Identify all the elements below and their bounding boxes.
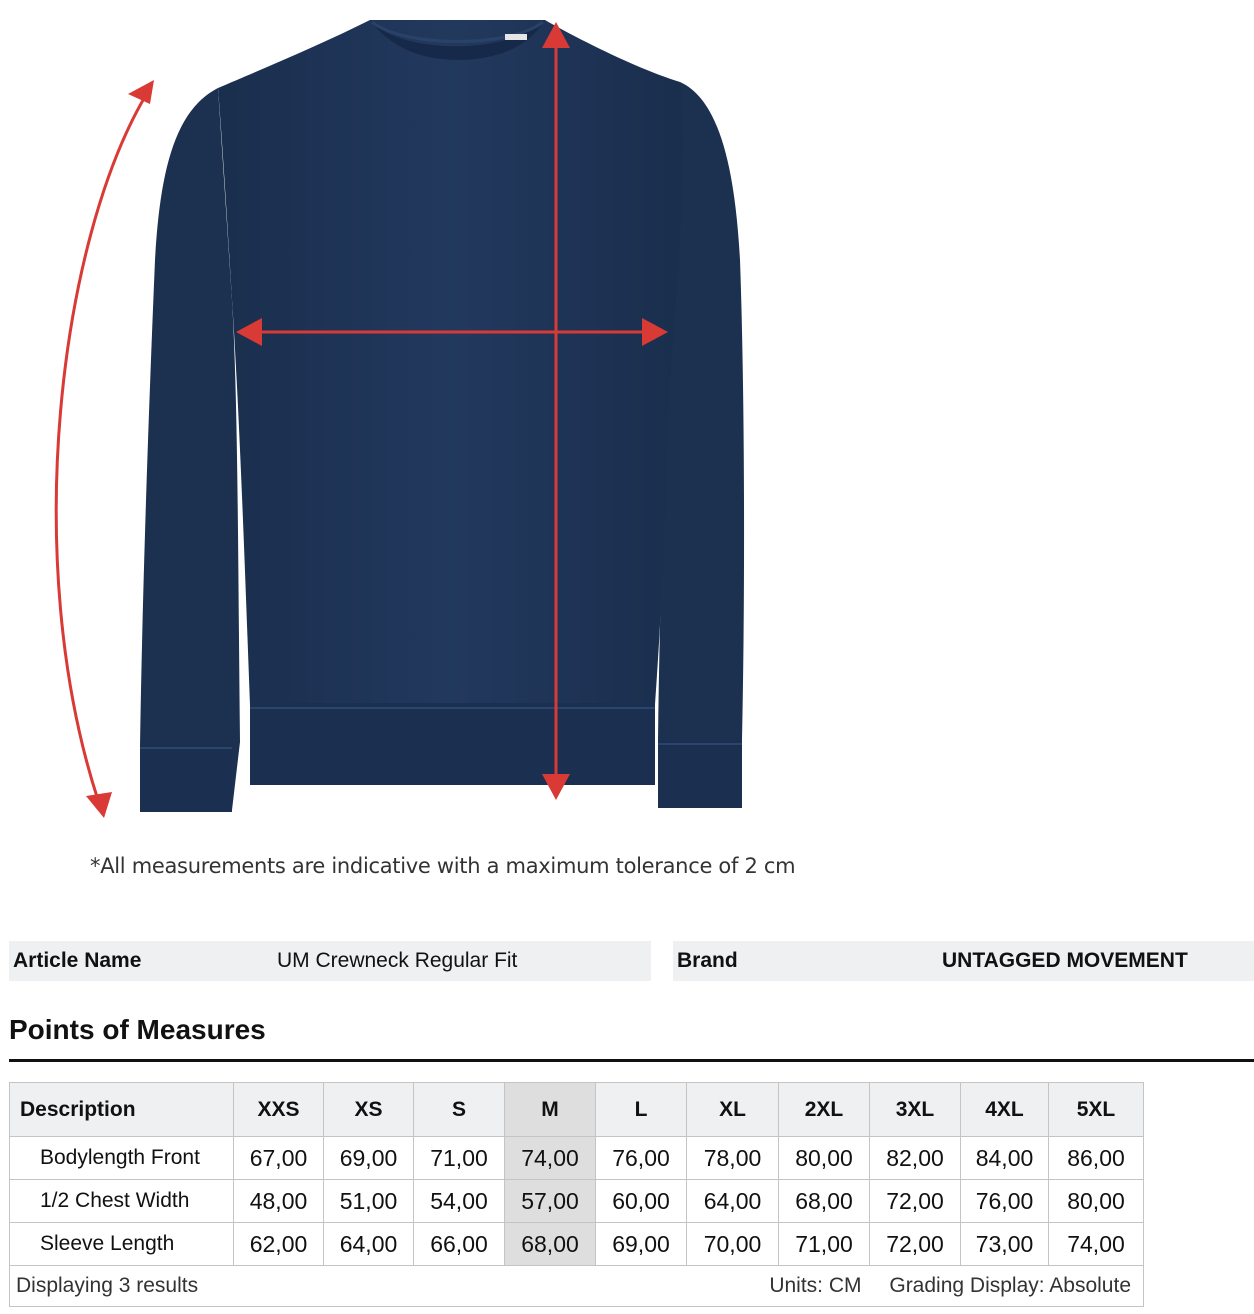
sweatshirt-illustration: [140, 20, 744, 812]
article-name-label: Article Name: [13, 949, 142, 972]
table-cell: 62,00: [234, 1223, 324, 1266]
column-header-size[interactable]: L: [596, 1083, 687, 1137]
table-row: [10, 1180, 1144, 1223]
table-cell: 82,00: [870, 1137, 961, 1180]
table-cell-highlighted: 57,00: [505, 1180, 596, 1223]
column-header-size[interactable]: 4XL: [961, 1083, 1049, 1137]
table-cell: 71,00: [779, 1223, 870, 1266]
table-cell: 76,00: [596, 1137, 687, 1180]
article-name-value: UM Crewneck Regular Fit: [277, 949, 518, 972]
column-header-size[interactable]: S: [414, 1083, 505, 1137]
brand-info: [673, 941, 1254, 981]
table-cell: 51,00: [324, 1180, 414, 1223]
article-info: [9, 941, 651, 981]
brand-label: Brand: [677, 949, 738, 972]
table-cell: 71,00: [414, 1137, 505, 1180]
section-divider: [9, 1059, 1254, 1062]
column-header-size[interactable]: XS: [324, 1083, 414, 1137]
table-cell: 80,00: [1049, 1180, 1144, 1223]
grading-display-label: Grading Display: Absolute: [889, 1274, 1131, 1297]
table-cell: 67,00: [234, 1137, 324, 1180]
table-cell: 70,00: [687, 1223, 779, 1266]
table-cell: 76,00: [961, 1180, 1049, 1223]
table-cell: 66,00: [414, 1223, 505, 1266]
table-cell: 84,00: [961, 1137, 1049, 1180]
table-cell: 72,00: [870, 1223, 961, 1266]
table-cell: 48,00: [234, 1180, 324, 1223]
row-label: 1/2 Chest Width: [10, 1180, 234, 1223]
table-cell-highlighted: 68,00: [505, 1223, 596, 1266]
table-cell: 68,00: [779, 1180, 870, 1223]
column-header-size[interactable]: XXS: [234, 1083, 324, 1137]
table-cell: 73,00: [961, 1223, 1049, 1266]
column-header-size[interactable]: 5XL: [1049, 1083, 1144, 1137]
measurements-table: [9, 1082, 1144, 1307]
results-count: Displaying 3 results: [16, 1274, 199, 1297]
table-header-row: [10, 1083, 1144, 1137]
column-header-size[interactable]: XL: [687, 1083, 779, 1137]
brand-value: UNTAGGED MOVEMENT: [942, 949, 1188, 972]
table-cell: 69,00: [324, 1137, 414, 1180]
product-image: [0, 0, 860, 840]
table-cell: 80,00: [779, 1137, 870, 1180]
table-cell: 86,00: [1049, 1137, 1144, 1180]
units-label: Units: CM: [769, 1274, 862, 1297]
table-footer-row: [10, 1266, 1144, 1307]
column-header-size-highlighted[interactable]: M: [505, 1083, 596, 1137]
table-cell: 54,00: [414, 1180, 505, 1223]
section-title: Points of Measures: [9, 1014, 266, 1045]
column-header-size[interactable]: 3XL: [870, 1083, 961, 1137]
table-cell: 69,00: [596, 1223, 687, 1266]
table-cell: 78,00: [687, 1137, 779, 1180]
table-row: [10, 1137, 1144, 1180]
table-cell: 60,00: [596, 1180, 687, 1223]
row-label: Sleeve Length: [10, 1223, 234, 1266]
column-header-size[interactable]: 2XL: [779, 1083, 870, 1137]
table-row: [10, 1223, 1144, 1266]
table-footer-meta: [769, 1274, 1131, 1298]
table-cell: 64,00: [324, 1223, 414, 1266]
column-header-description[interactable]: Description: [10, 1083, 234, 1137]
table-cell: 64,00: [687, 1180, 779, 1223]
table-cell-highlighted: 74,00: [505, 1137, 596, 1180]
table-footer: [10, 1266, 1144, 1307]
measurement-disclaimer: *All measurements are indicative with a maximum tolerance of 2 cm: [90, 854, 796, 878]
row-label: Bodylength Front: [10, 1137, 234, 1180]
table-cell: 74,00: [1049, 1223, 1144, 1266]
table-cell: 72,00: [870, 1180, 961, 1223]
